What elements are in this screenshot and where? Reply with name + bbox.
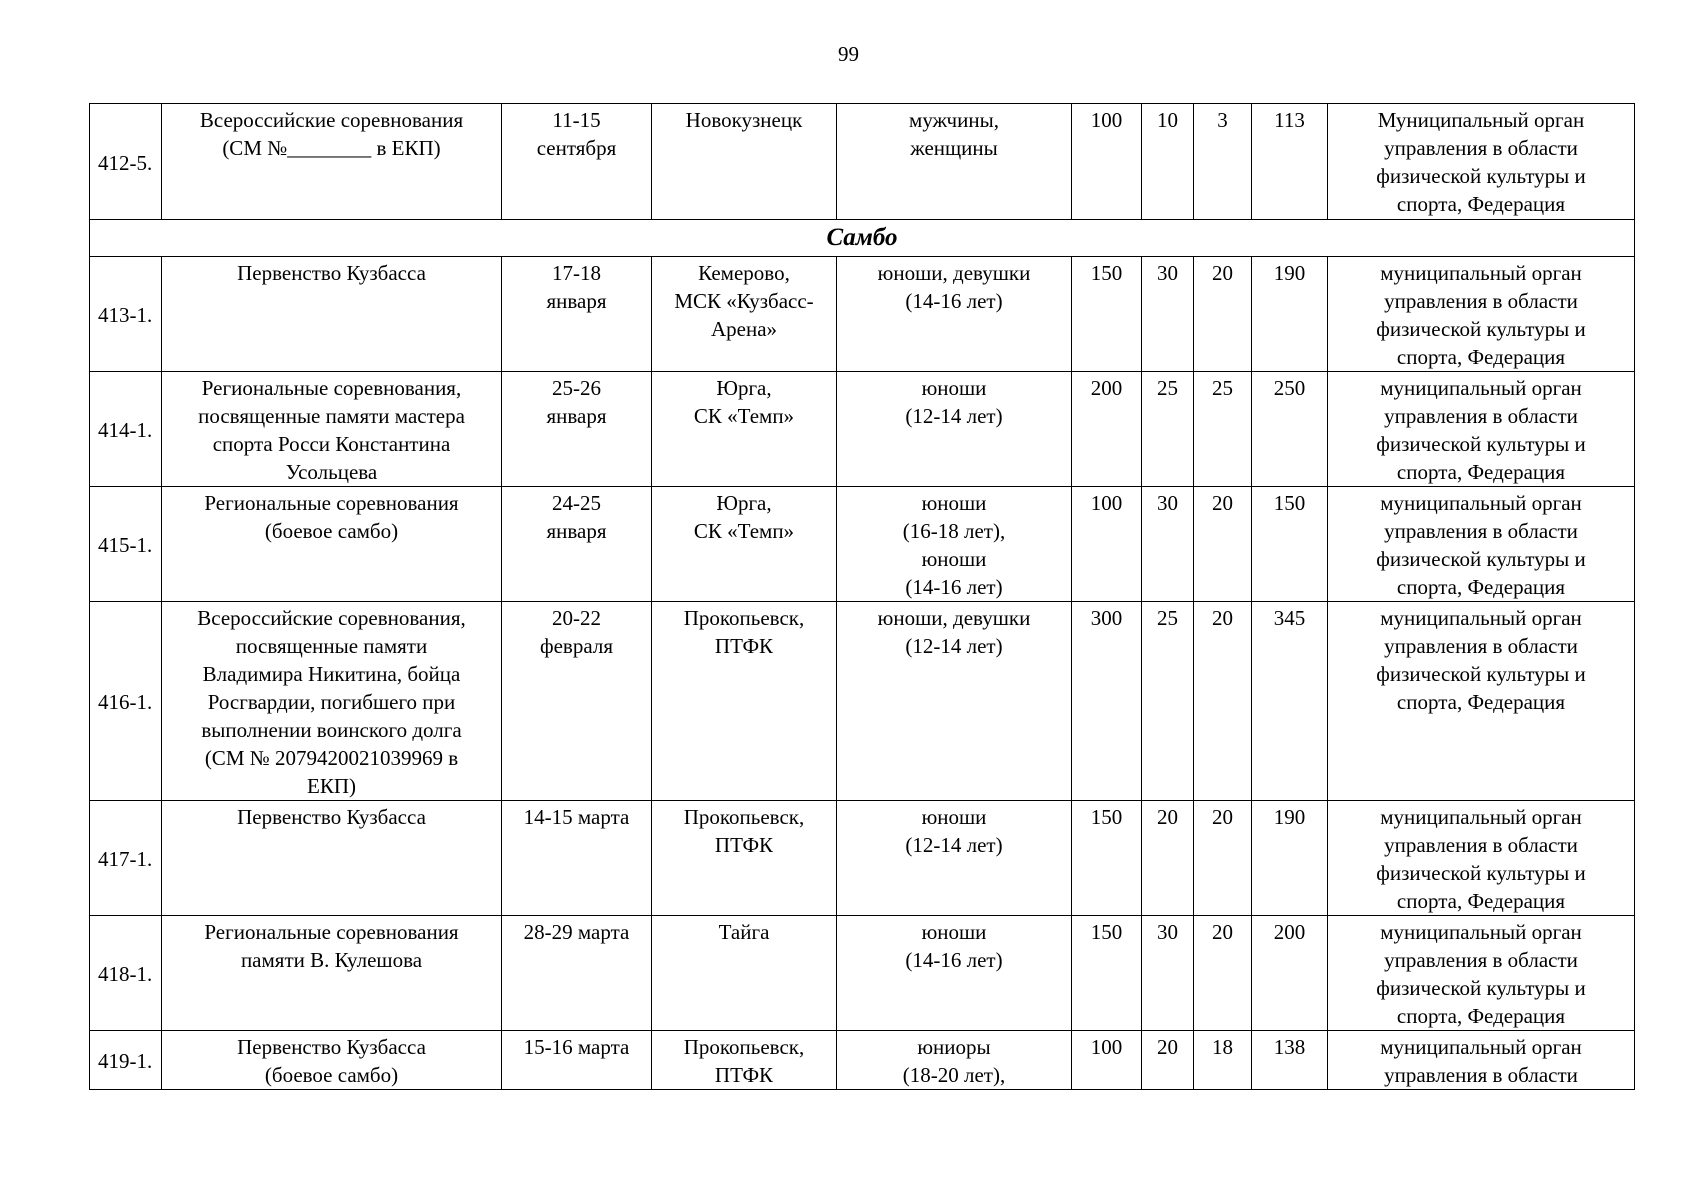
event-organizer: муниципальный орган управления в области физической культуры и спорта, Федерация	[1328, 257, 1635, 372]
event-participants: юноши (14-16 лет)	[837, 916, 1072, 1031]
event-participants: юноши (12-14 лет)	[837, 372, 1072, 487]
count-total: 138	[1252, 1031, 1328, 1090]
event-participants: мужчины, женщины	[837, 104, 1072, 220]
events-table	[89, 103, 1635, 1090]
event-name: Первенство Кузбасса (боевое самбо)	[162, 1031, 502, 1090]
event-name: Первенство Кузбасса	[162, 801, 502, 916]
page-number: 99	[838, 42, 859, 66]
event-number: 417-1.	[90, 801, 162, 916]
event-dates: 28-29 марта	[502, 916, 652, 1031]
event-dates: 24-25 января	[502, 487, 652, 602]
event-number: 413-1.	[90, 257, 162, 372]
event-dates: 20-22 февраля	[502, 602, 652, 801]
count-athletes: 100	[1072, 487, 1142, 602]
event-place: Прокопьевск, ПТФК	[652, 1031, 837, 1090]
event-place: Тайга	[652, 916, 837, 1031]
count-athletes: 200	[1072, 372, 1142, 487]
event-number: 419-1.	[90, 1031, 162, 1090]
event-name: Региональные соревнования памяти В. Кулешова	[162, 916, 502, 1031]
event-dates: 14-15 марта	[502, 801, 652, 916]
event-organizer: муниципальный орган управления в области физической культуры и спорта, Федерация	[1328, 916, 1635, 1031]
count-judges: 25	[1194, 372, 1252, 487]
count-total: 150	[1252, 487, 1328, 602]
table-row	[90, 1031, 1635, 1090]
count-coaches: 25	[1142, 372, 1194, 487]
count-total: 190	[1252, 801, 1328, 916]
event-organizer: муниципальный орган управления в области физической культуры и спорта, Федерация	[1328, 487, 1635, 602]
event-participants: юноши (12-14 лет)	[837, 801, 1072, 916]
event-place: Кемерово, МСК «Кузбасс- Арена»	[652, 257, 837, 372]
event-place: Прокопьевск, ПТФК	[652, 801, 837, 916]
table-row	[90, 916, 1635, 1031]
count-total: 113	[1252, 104, 1328, 220]
event-name: Первенство Кузбасса	[162, 257, 502, 372]
count-athletes: 100	[1072, 104, 1142, 220]
event-organizer: Муниципальный орган управления в области физической культуры и спорта, Федерация	[1328, 104, 1635, 220]
event-participants: юноши, девушки (14-16 лет)	[837, 257, 1072, 372]
count-athletes: 100	[1072, 1031, 1142, 1090]
count-judges: 20	[1194, 801, 1252, 916]
table-row	[90, 104, 1635, 220]
table-row	[90, 257, 1635, 372]
count-athletes: 150	[1072, 916, 1142, 1031]
event-number: 416-1.	[90, 602, 162, 801]
table-row	[90, 487, 1635, 602]
event-place: Новокузнецк	[652, 104, 837, 220]
event-name: Всероссийские соревнования (СМ №________ в ЕКП)	[162, 104, 502, 220]
event-number: 412-5.	[90, 104, 162, 220]
event-dates: 25-26 января	[502, 372, 652, 487]
count-judges: 3	[1194, 104, 1252, 220]
count-coaches: 20	[1142, 1031, 1194, 1090]
count-athletes: 150	[1072, 257, 1142, 372]
event-place: Юрга, СК «Темп»	[652, 372, 837, 487]
event-participants: юноши (16-18 лет), юноши (14-16 лет)	[837, 487, 1072, 602]
count-total: 200	[1252, 916, 1328, 1031]
event-name: Региональные соревнования, посвященные памяти мастера спорта Росси Константина Усольцева	[162, 372, 502, 487]
count-judges: 20	[1194, 602, 1252, 801]
event-dates: 15-16 марта	[502, 1031, 652, 1090]
count-coaches: 30	[1142, 916, 1194, 1031]
event-participants: юноши, девушки (12-14 лет)	[837, 602, 1072, 801]
table-row	[90, 372, 1635, 487]
count-coaches: 30	[1142, 257, 1194, 372]
table-row	[90, 801, 1635, 916]
count-judges: 18	[1194, 1031, 1252, 1090]
event-number: 418-1.	[90, 916, 162, 1031]
count-judges: 20	[1194, 916, 1252, 1031]
event-dates: 17-18 января	[502, 257, 652, 372]
event-organizer: муниципальный орган управления в области физической культуры и спорта, Федерация	[1328, 801, 1635, 916]
table-row	[90, 602, 1635, 801]
count-coaches: 25	[1142, 602, 1194, 801]
count-athletes: 300	[1072, 602, 1142, 801]
section-row	[90, 220, 1635, 257]
event-participants: юниоры (18-20 лет),	[837, 1031, 1072, 1090]
count-total: 250	[1252, 372, 1328, 487]
count-judges: 20	[1194, 487, 1252, 602]
count-judges: 20	[1194, 257, 1252, 372]
event-place: Юрга, СК «Темп»	[652, 487, 837, 602]
event-name: Всероссийские соревнования, посвященные памяти Владимира Никитина, бойца Росгвардии, погибшего при выполнении воинского долга (СМ № 2079420021039969 в ЕКП)	[162, 602, 502, 801]
event-organizer: муниципальный орган управления в области физической культуры и спорта, Федерация	[1328, 602, 1635, 801]
count-coaches: 20	[1142, 801, 1194, 916]
event-number: 414-1.	[90, 372, 162, 487]
count-coaches: 10	[1142, 104, 1194, 220]
count-total: 190	[1252, 257, 1328, 372]
count-coaches: 30	[1142, 487, 1194, 602]
event-place: Прокопьевск, ПТФК	[652, 602, 837, 801]
event-number: 415-1.	[90, 487, 162, 602]
event-organizer: муниципальный орган управления в области физической культуры и спорта, Федерация	[1328, 372, 1635, 487]
event-name: Региональные соревнования (боевое самбо)	[162, 487, 502, 602]
event-dates: 11-15 сентября	[502, 104, 652, 220]
count-total: 345	[1252, 602, 1328, 801]
event-organizer: муниципальный орган управления в области	[1328, 1031, 1635, 1090]
count-athletes: 150	[1072, 801, 1142, 916]
section-title: Самбо	[90, 220, 1635, 257]
